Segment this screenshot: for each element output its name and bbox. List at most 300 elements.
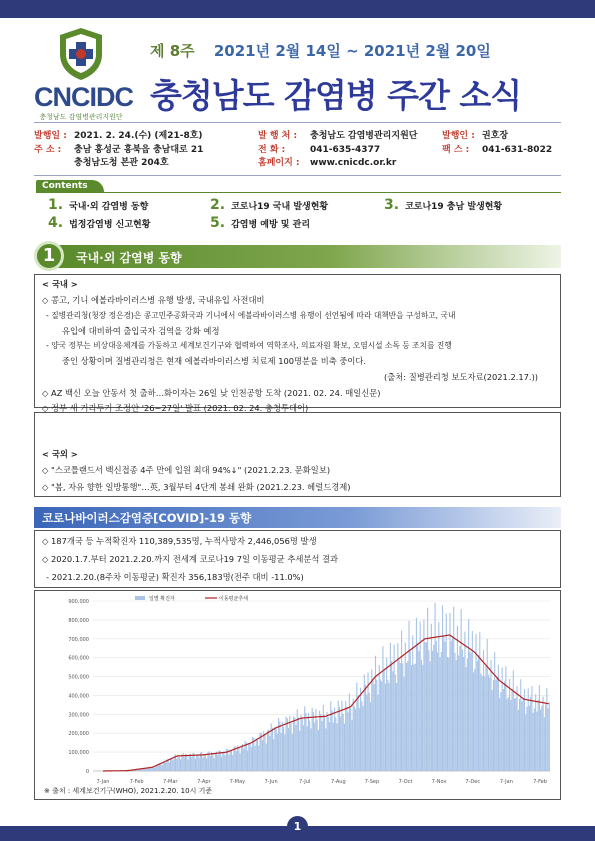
daily-cases-bar xyxy=(287,718,288,771)
daily-cases-bar xyxy=(469,651,470,771)
x-tick-label: 7-Feb xyxy=(129,779,144,785)
section-2-title: 코로나바이러스감염증[COVID]-19 동향 xyxy=(42,511,252,525)
daily-cases-bar xyxy=(346,707,347,771)
daily-cases-bar xyxy=(267,730,268,771)
daily-cases-bar xyxy=(439,657,440,771)
daily-cases-bar xyxy=(360,688,361,771)
daily-cases-bar xyxy=(448,658,449,771)
daily-cases-bar xyxy=(333,723,334,771)
daily-cases-bar xyxy=(403,677,404,771)
daily-cases-bar xyxy=(163,763,164,771)
daily-cases-bar xyxy=(324,716,325,771)
contents-item-2[interactable]: 2. 코로나19 국내 발생현황 xyxy=(210,197,329,213)
daily-cases-bar xyxy=(428,650,429,771)
daily-cases-bar xyxy=(269,736,270,771)
y-tick-label: 600,000 xyxy=(68,655,89,662)
daily-cases-bar xyxy=(447,657,448,771)
daily-cases-bar xyxy=(521,701,522,771)
x-tick-label: 7-Sep xyxy=(364,779,380,785)
daily-cases-bar xyxy=(303,725,304,771)
daily-cases-bar xyxy=(215,753,216,771)
daily-cases-bar xyxy=(248,743,249,771)
daily-cases-bar xyxy=(382,646,383,771)
daily-cases-bar xyxy=(190,753,191,771)
week-line xyxy=(150,40,491,61)
contents-item-1[interactable]: 1. 국내·외 감염병 동향 xyxy=(48,197,149,213)
issuer: 권호장 xyxy=(482,131,509,141)
daily-cases-bar xyxy=(217,755,218,771)
daily-cases-bar xyxy=(546,688,547,771)
daily-cases-bar xyxy=(331,710,332,771)
daily-cases-bar xyxy=(406,663,407,771)
daily-cases-bar xyxy=(305,713,306,771)
daily-cases-bar xyxy=(210,756,211,771)
daily-cases-bar xyxy=(334,708,335,771)
daily-cases-bar xyxy=(288,728,289,771)
daily-cases-bar xyxy=(430,661,431,771)
daily-cases-bar xyxy=(400,663,401,771)
daily-cases-bar xyxy=(254,746,255,771)
section-1-title: 국내·외 감염병 동향 xyxy=(76,251,182,265)
daily-cases-bar xyxy=(363,706,364,771)
publisher-label: 발 행 처 : xyxy=(258,131,298,141)
daily-cases-bar xyxy=(289,716,290,771)
daily-cases-bar xyxy=(433,645,434,771)
shield-icon xyxy=(56,26,106,82)
daily-cases-bar xyxy=(336,723,337,771)
x-tick-label: 7-Jun xyxy=(264,779,278,785)
daily-cases-bar xyxy=(161,765,162,771)
daily-cases-bar xyxy=(410,651,411,771)
daily-cases-bar xyxy=(372,679,373,771)
chart-source: ※ 출처 : 세계보건기구(WHO), 2021.2.20. 10시 기준 xyxy=(44,787,213,795)
daily-cases-bar xyxy=(195,759,196,771)
y-tick-label: 200,000 xyxy=(68,731,89,738)
x-tick-label: 7-May xyxy=(229,779,246,785)
daily-cases-bar xyxy=(186,755,187,771)
homepage-link[interactable]: www.cnicdc.or.kr xyxy=(310,158,397,168)
phone: 041-635-4377 xyxy=(310,144,381,155)
week-number: 제 8주 xyxy=(150,42,195,60)
daily-cases-bar xyxy=(397,643,398,771)
daily-cases-bar xyxy=(158,765,159,771)
news-item: 유입에 대비하여 출입국자 검역을 강화 예정 xyxy=(62,326,220,336)
daily-cases-bar xyxy=(308,713,309,771)
top-bar xyxy=(0,0,595,18)
daily-cases-bar xyxy=(212,753,213,771)
daily-cases-bar xyxy=(457,626,458,771)
daily-cases-bar xyxy=(377,694,378,771)
daily-cases-bar xyxy=(497,678,498,771)
logo xyxy=(34,26,133,121)
daily-cases-bar xyxy=(444,642,445,771)
daily-cases-bar xyxy=(276,728,277,771)
divider xyxy=(34,175,561,176)
y-tick-label: 900,000 xyxy=(68,599,89,605)
daily-cases-bar xyxy=(422,665,423,771)
daily-cases-bar xyxy=(514,699,515,771)
x-tick-label: 7-Jan xyxy=(96,779,110,785)
daily-cases-bar xyxy=(459,646,460,771)
daily-cases-bar xyxy=(416,618,417,771)
daily-cases-bar xyxy=(513,670,514,771)
daily-cases-bar xyxy=(263,731,264,771)
daily-cases-bar xyxy=(199,758,200,771)
daily-cases-bar xyxy=(216,751,217,771)
legend-label: 일별 확진자 xyxy=(149,596,175,602)
daily-cases-bar xyxy=(241,745,242,771)
news-item: ◇ 정부 새 거리두기 조정안 '26~27일' 발표 (2021. 02. 24. 충청투데이) xyxy=(42,403,309,413)
daily-cases-bar xyxy=(418,651,419,771)
daily-cases-bar xyxy=(340,716,341,771)
domestic-heading: < 국내 > xyxy=(42,279,78,289)
daily-cases-bar xyxy=(543,697,544,771)
daily-cases-bar xyxy=(220,751,221,771)
y-tick-label: 700,000 xyxy=(68,636,89,643)
daily-cases-bar xyxy=(534,708,535,771)
daily-cases-bar xyxy=(298,717,299,771)
daily-cases-bar xyxy=(524,689,525,771)
news-source: (출처: 질병관리청 보도자료(2021.2.17.)) xyxy=(384,372,539,382)
daily-cases-bar xyxy=(354,706,355,771)
daily-cases-bar xyxy=(327,712,328,771)
daily-cases-bar xyxy=(442,605,443,771)
daily-cases-bar xyxy=(441,652,442,771)
daily-cases-bar xyxy=(494,652,495,771)
y-tick-label: 0 xyxy=(85,769,89,775)
daily-cases-bar xyxy=(236,751,237,771)
daily-cases-bar xyxy=(310,728,311,771)
daily-cases-bar xyxy=(169,762,170,771)
daily-cases-bar xyxy=(544,717,545,771)
daily-cases-bar xyxy=(518,710,519,771)
daily-cases-bar xyxy=(253,738,254,771)
address-label: 주 소 : xyxy=(34,144,62,155)
y-tick-label: 300,000 xyxy=(68,712,89,719)
covid-line: - 2021.2.20.(8주차 이동평균) 확진자 356,183명(전주 대비 -11.0%) xyxy=(46,572,304,582)
daily-cases-bar xyxy=(176,759,177,771)
daily-cases-bar xyxy=(548,708,549,771)
homepage-label: 홈페이지 : xyxy=(258,158,300,168)
phone-label: 전 화 : xyxy=(258,144,286,155)
daily-cases-bar xyxy=(421,660,422,771)
daily-cases-bar xyxy=(452,638,453,771)
daily-cases-bar xyxy=(420,622,421,771)
daily-cases-bar xyxy=(415,664,416,771)
daily-cases-bar xyxy=(233,747,234,771)
daily-cases-bar xyxy=(446,614,447,771)
daily-cases-bar xyxy=(472,631,473,771)
overseas-heading: < 국외 > xyxy=(42,449,78,459)
daily-cases-bar xyxy=(426,642,427,771)
daily-cases-bar xyxy=(485,666,486,771)
daily-cases-bar xyxy=(256,738,257,771)
daily-cases-bar xyxy=(348,712,349,771)
daily-cases-bar xyxy=(503,689,504,771)
daily-cases-bar xyxy=(528,688,529,771)
daily-cases-bar xyxy=(268,730,269,771)
news-item: - 양국 정부는 비상대응체계를 가동하고 세계보건기구와 협력하여 역학조사, 의료자원 확보, 오염시설 소독 등 조치를 진행 xyxy=(46,341,452,350)
daily-cases-bar xyxy=(407,661,408,771)
daily-cases-bar xyxy=(437,652,438,771)
daily-cases-bar xyxy=(483,650,484,771)
issue-date: 2021. 2. 24.(수) (제21-8호) xyxy=(74,131,203,141)
daily-cases-bar xyxy=(279,721,280,771)
x-tick-label: 7-Nov xyxy=(431,779,447,785)
daily-cases-bar xyxy=(344,724,345,771)
daily-cases-bar xyxy=(339,707,340,771)
daily-cases-bar xyxy=(309,721,310,771)
news-item: ◇ "봄, 자유 향한 일방통행"…英, 3월부터 4단계 봉쇄 완화 (2021.2.23. 헤럴드경제) xyxy=(42,482,351,492)
daily-cases-bar xyxy=(379,665,380,771)
daily-cases-bar xyxy=(413,664,414,771)
daily-cases-bar xyxy=(159,764,160,771)
daily-cases-bar xyxy=(386,658,387,771)
daily-cases-bar xyxy=(290,723,291,771)
daily-cases-bar xyxy=(384,668,385,771)
daily-cases-bar xyxy=(366,695,367,771)
daily-cases-bar xyxy=(284,734,285,771)
daily-cases-bar xyxy=(462,650,463,771)
contents-item-4[interactable]: 4. 법정감염병 신고현황 xyxy=(48,215,151,231)
fax: 041-631-8022 xyxy=(482,144,553,155)
daily-cases-bar xyxy=(297,709,298,771)
daily-cases-bar xyxy=(187,760,188,771)
daily-cases-bar xyxy=(531,686,532,771)
daily-cases-bar xyxy=(489,678,490,771)
legend-swatch xyxy=(135,596,145,600)
section-1-number: 1 xyxy=(34,241,64,271)
daily-cases-bar xyxy=(318,730,319,771)
daily-cases-bar xyxy=(453,607,454,771)
daily-cases-bar xyxy=(391,661,392,771)
daily-cases-bar xyxy=(525,715,526,771)
daily-cases-bar xyxy=(170,760,171,771)
daily-cases-bar xyxy=(189,755,190,771)
daily-cases-bar xyxy=(242,744,243,771)
daily-cases-bar xyxy=(223,752,224,771)
daily-cases-bar xyxy=(222,752,223,771)
daily-cases-bar xyxy=(389,683,390,771)
daily-cases-bar xyxy=(515,698,516,771)
daily-cases-bar xyxy=(432,651,433,771)
y-tick-label: 800,000 xyxy=(68,617,89,624)
daily-cases-bar xyxy=(466,667,467,771)
daily-cases-bar xyxy=(467,658,468,771)
daily-cases-bar xyxy=(184,757,185,771)
daily-cases-bar xyxy=(500,692,501,771)
daily-cases-bar xyxy=(408,621,409,771)
daily-cases-bar xyxy=(323,705,324,771)
daily-cases-bar xyxy=(191,757,192,771)
x-tick-label: 7-Mar xyxy=(163,779,178,785)
daily-cases-bar xyxy=(482,676,483,771)
daily-cases-bar xyxy=(454,653,455,771)
daily-cases-bar xyxy=(423,619,424,771)
x-tick-label: 7-Feb xyxy=(533,779,547,785)
daily-cases-bar xyxy=(243,748,244,771)
daily-cases-bar xyxy=(464,632,465,771)
daily-cases-bar xyxy=(520,679,521,771)
daily-cases-bar xyxy=(490,660,491,771)
daily-cases-bar xyxy=(479,632,480,771)
info-column-2 xyxy=(258,130,417,171)
daily-cases-bar xyxy=(365,685,366,771)
daily-cases-bar xyxy=(266,744,267,771)
daily-cases-bar xyxy=(401,631,402,771)
daily-cases-bar xyxy=(509,679,510,771)
daily-cases-bar xyxy=(202,757,203,771)
daily-cases-bar xyxy=(328,717,329,771)
daily-cases-bar xyxy=(257,740,258,771)
contents-item-3[interactable]: 3. 코로나19 충남 발생현황 xyxy=(384,197,503,213)
daily-cases-bar xyxy=(272,728,273,771)
daily-cases-bar xyxy=(451,641,452,771)
daily-cases-bar xyxy=(495,680,496,771)
daily-cases-bar xyxy=(493,680,494,771)
daily-cases-bar xyxy=(411,665,412,771)
covid-line: ◇ 187개국 등 누적확진자 110,389,535명, 누적사망자 2,446,056명 발생 xyxy=(42,536,317,546)
info-column-1 xyxy=(34,130,203,171)
daily-cases-bar xyxy=(461,609,462,771)
daily-cases-bar xyxy=(376,680,377,771)
daily-cases-bar xyxy=(335,717,336,771)
daily-cases-bar xyxy=(264,735,265,771)
daily-cases-bar xyxy=(221,757,222,771)
daily-cases-bar xyxy=(392,671,393,771)
daily-cases-bar xyxy=(449,613,450,771)
daily-cases-bar xyxy=(251,747,252,771)
daily-cases-bar xyxy=(526,707,527,771)
daily-cases-bar xyxy=(396,683,397,771)
daily-cases-bar xyxy=(468,619,469,771)
daily-cases-bar xyxy=(225,755,226,771)
daily-cases-bar xyxy=(178,756,179,771)
news-item: ◇ "스코틀랜드서 백신접종 4주 만에 입원 최대 94%↓" (2021.2.23. 문화일보) xyxy=(42,465,331,475)
y-tick-label: 400,000 xyxy=(68,693,89,700)
daily-cases-bar xyxy=(294,718,295,771)
daily-cases-bar xyxy=(258,746,259,771)
daily-cases-bar xyxy=(492,690,493,771)
daily-cases-bar xyxy=(443,637,444,771)
covid-chart xyxy=(34,590,561,800)
daily-cases-bar xyxy=(315,709,316,771)
daily-cases-bar xyxy=(361,701,362,771)
daily-cases-bar xyxy=(371,669,372,771)
daily-cases-bar xyxy=(325,728,326,771)
daily-cases-bar xyxy=(314,722,315,771)
daily-cases-bar xyxy=(530,697,531,771)
daily-cases-bar xyxy=(387,680,388,771)
daily-cases-bar xyxy=(247,751,248,771)
daily-cases-bar xyxy=(274,727,275,771)
daily-cases-bar xyxy=(281,733,282,771)
daily-cases-bar xyxy=(262,740,263,771)
daily-cases-bar xyxy=(498,665,499,771)
daily-cases-bar xyxy=(246,743,247,771)
page-title: 충청남도 감염병 주간 소식 xyxy=(150,76,522,115)
daily-cases-bar xyxy=(477,661,478,771)
daily-cases-bar xyxy=(516,686,517,771)
daily-cases-bar xyxy=(154,768,155,771)
daily-cases-bar xyxy=(273,739,274,771)
news-item: - 질병관리청(청장 정은경)은 콩고민주공화국과 기니에서 에볼라바이러스병 유행이 선언됨에 따라 대책반을 구성하고, 국내 xyxy=(46,311,456,320)
daily-cases-bar xyxy=(322,721,323,771)
daily-cases-bar xyxy=(207,753,208,771)
daily-cases-bar xyxy=(390,643,391,771)
contents-tab: Contents xyxy=(36,180,104,193)
daily-cases-bar xyxy=(353,699,354,771)
daily-cases-bar xyxy=(535,694,536,771)
daily-cases-bar xyxy=(519,699,520,771)
daily-cases-bar xyxy=(277,734,278,771)
y-tick-label: 100,000 xyxy=(68,750,89,757)
daily-cases-bar xyxy=(355,709,356,771)
contents-item-5[interactable]: 5. 감염병 예방 및 관리 xyxy=(210,215,311,231)
daily-cases-bar xyxy=(205,754,206,771)
daily-cases-bar xyxy=(369,693,370,771)
week-period: 2021년 2월 14일 ~ 2021년 2월 20일 xyxy=(213,42,491,60)
daily-cases-bar xyxy=(395,674,396,771)
x-tick-label: 7-Dec xyxy=(465,779,481,785)
daily-cases-bar xyxy=(375,656,376,771)
publisher: 충청남도 감염병관리지원단 xyxy=(310,131,418,141)
daily-cases-bar xyxy=(313,712,314,771)
daily-cases-bar xyxy=(508,697,509,771)
daily-cases-bar xyxy=(237,746,238,771)
address-line-1: 충남 홍성군 홍북읍 충남대로 21 xyxy=(74,144,204,155)
daily-cases-bar xyxy=(523,698,524,771)
daily-cases-bar xyxy=(351,720,352,771)
daily-cases-bar xyxy=(478,655,479,771)
daily-cases-bar xyxy=(504,681,505,771)
daily-cases-bar xyxy=(380,679,381,771)
daily-cases-bar xyxy=(293,716,294,771)
daily-cases-bar xyxy=(319,711,320,771)
daily-cases-bar xyxy=(512,689,513,771)
daily-cases-bar xyxy=(425,642,426,771)
y-tick-label: 500,000 xyxy=(68,674,89,681)
daily-cases-bar xyxy=(261,733,262,771)
daily-cases-bar xyxy=(204,754,205,771)
daily-cases-bar xyxy=(381,681,382,771)
daily-cases-bar xyxy=(295,725,296,771)
daily-cases-bar xyxy=(341,701,342,771)
daily-cases-bar xyxy=(292,734,293,771)
x-tick-label: 7-Oct xyxy=(398,779,413,785)
daily-cases-bar xyxy=(374,684,375,771)
daily-cases-bar xyxy=(143,769,144,771)
covid-chart-svg xyxy=(35,591,560,799)
divider xyxy=(34,122,561,123)
daily-cases-bar xyxy=(438,622,439,771)
daily-cases-bar xyxy=(286,717,287,771)
covid-line: ◇ 2020.1.7.부터 2021.2.20.까지 전세계 코로나19 7일 이동평균 추세분석 결과 xyxy=(42,554,339,564)
daily-cases-bar xyxy=(146,769,147,771)
address-line-2: 충청남도청 본관 204호 xyxy=(74,158,169,168)
daily-cases-bar xyxy=(282,722,283,771)
daily-cases-bar xyxy=(259,733,260,771)
info-column-3 xyxy=(442,130,552,157)
daily-cases-bar xyxy=(431,624,432,771)
daily-cases-bar xyxy=(499,698,500,771)
daily-cases-bar xyxy=(349,693,350,771)
legend-label: 이동평균추세 xyxy=(219,596,248,602)
daily-cases-bar xyxy=(194,753,195,771)
news-item: ◇ 콩고, 기니 에볼라바이러스병 유행 발생, 국내유입 사전대비 xyxy=(42,295,265,305)
news-item: ◇ AZ 백신 오늘 안동서 첫 출하…화이자는 26일 낮 인천공항 도착 (2021. 02. 24. 매일신문) xyxy=(42,388,381,398)
daily-cases-bar xyxy=(350,708,351,771)
